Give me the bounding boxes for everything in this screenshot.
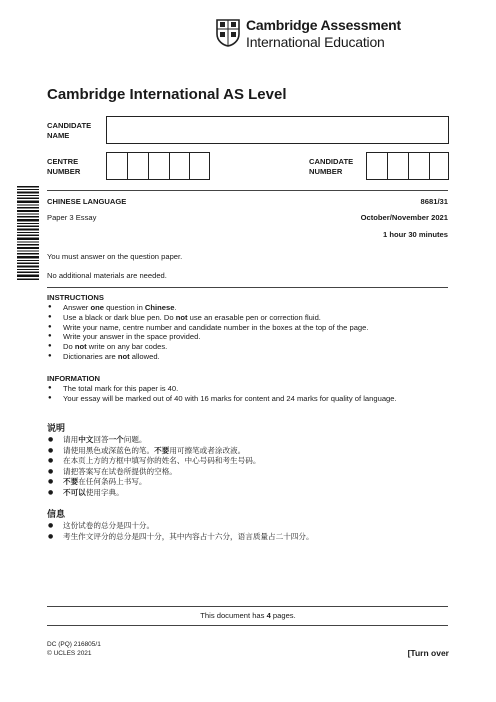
turn-over: [Turn over (407, 648, 449, 658)
centre-number-label-2: NUMBER (47, 167, 81, 176)
candidate-name-label-2: NAME (47, 131, 70, 140)
page-count: This document has 4 pages. (200, 611, 296, 620)
information-list (47, 384, 397, 404)
list-item: ● Dictionaries are not allowed. (47, 352, 369, 362)
list-item: ● 不可以使用字典。 (47, 488, 260, 499)
candidate-number-label-1: CANDIDATE (309, 157, 354, 166)
list-item: ● Write your name, centre number and candidate number in the boxes at the top of the page. (47, 323, 369, 333)
list-item: ● Do not write on any bar codes. (47, 342, 369, 352)
digit-divider (429, 153, 430, 179)
divider (47, 625, 448, 626)
document-reference: DC (PQ) 216805/1 (47, 641, 101, 648)
list-item: ● 请用中文回答一个问题。 (47, 435, 260, 446)
candidate-number-boxes[interactable] (366, 152, 449, 180)
candidate-name-field[interactable] (106, 116, 449, 144)
cambridge-logo (216, 17, 476, 51)
list-item: ● The total mark for this paper is 40. (47, 384, 397, 394)
digit-divider (148, 153, 149, 179)
paper-name: Paper 3 Essay (47, 213, 97, 222)
cn-instructions-heading: 说明 (47, 424, 66, 434)
exam-session: October/November 2021 (360, 213, 448, 222)
list-item: ● 请使用黑色或深蓝色的笔。不要用可擦笔或者涂改液。 (47, 446, 260, 457)
syllabus-code: 8681/31 (420, 197, 448, 206)
centre-number-boxes[interactable] (106, 152, 210, 180)
digit-divider (387, 153, 388, 179)
digit-divider (408, 153, 409, 179)
list-item: ● 考生作文评分的总分是四十分，其中内容占十六分，语言质量占二十四分。 (47, 532, 314, 543)
list-item: ● 请把答案写在试卷所提供的空格。 (47, 467, 260, 478)
divider (47, 606, 448, 607)
instructions-list (47, 303, 369, 362)
list-item: ● Write your answer in the space provided. (47, 332, 369, 342)
list-item: ● Answer one question in Chinese. (47, 303, 369, 313)
copyright: © UCLES 2021 (47, 650, 92, 657)
logo-line-1: Cambridge Assessment (246, 17, 401, 33)
answer-note: You must answer on the question paper. (47, 252, 183, 261)
cn-information-list (47, 521, 314, 542)
subject: CHINESE LANGUAGE (47, 197, 127, 206)
divider (47, 287, 448, 288)
candidate-number-label-2: NUMBER (309, 167, 343, 176)
cn-instructions-list (47, 435, 260, 498)
list-item: ● 不要在任何条码上书写。 (47, 477, 260, 488)
list-item: ● 这份试卷的总分是四十分。 (47, 521, 314, 532)
materials-note: No additional materials are needed. (47, 271, 167, 280)
page-title: Cambridge International AS Level (47, 86, 287, 103)
centre-number-label-1: CENTRE (47, 157, 79, 166)
list-item: ● Your essay will be marked out of 40 with 16 marks for content and 24 marks for quality of language. (47, 394, 397, 404)
divider (47, 190, 448, 191)
exam-duration: 1 hour 30 minutes (383, 230, 448, 239)
barcode-icon (17, 186, 39, 280)
digit-divider (189, 153, 190, 179)
digit-divider (127, 153, 128, 179)
cambridge-shield-icon (216, 19, 240, 47)
list-item: ● Use a black or dark blue pen. Do not use an erasable pen or correction fluid. (47, 313, 369, 323)
information-heading: INFORMATION (47, 374, 101, 383)
candidate-name-label-1: CANDIDATE (47, 121, 92, 130)
list-item: ● 在本页上方的方框中填写你的姓名、中心号码和考生号码。 (47, 456, 260, 467)
digit-divider (169, 153, 170, 179)
logo-line-2: International Education (246, 34, 385, 50)
cn-information-heading: 信息 (47, 510, 66, 520)
instructions-heading: INSTRUCTIONS (47, 293, 104, 302)
